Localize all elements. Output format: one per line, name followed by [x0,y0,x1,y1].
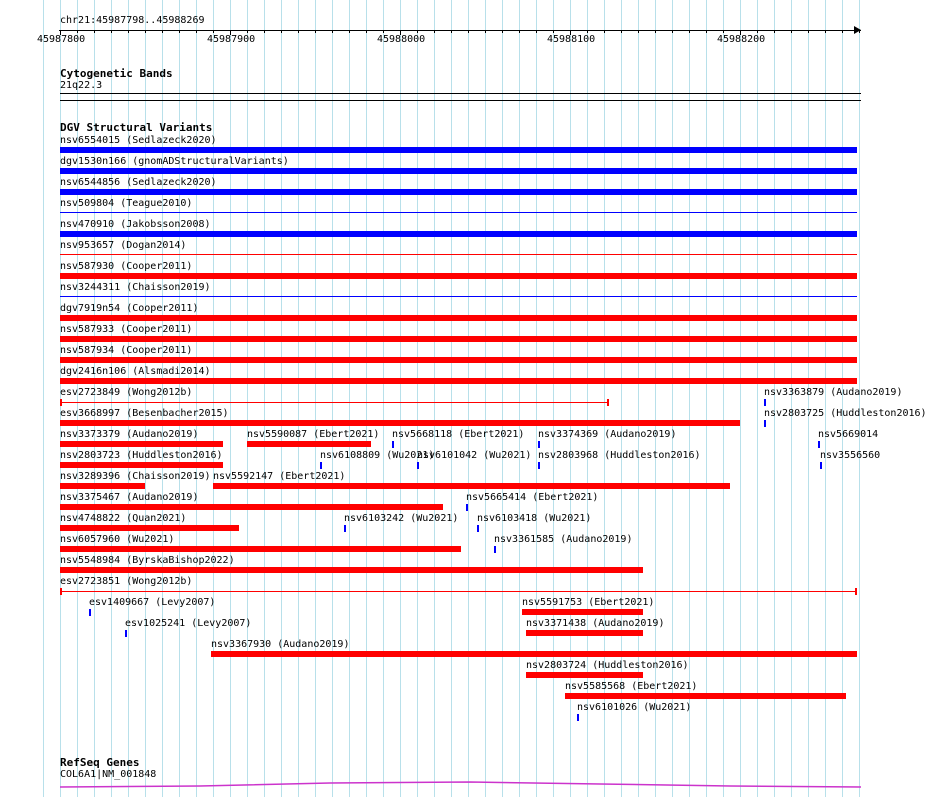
sv-feature-label[interactable]: nsv3367930 (Audano2019) [211,639,350,650]
ruler-minor-tick [485,30,486,33]
sv-feature-label[interactable]: nsv3361585 (Audano2019) [494,534,633,545]
sv-feature-label[interactable]: esv1025241 (Levy2007) [125,618,252,629]
sv-feature-bar[interactable] [522,609,643,615]
sv-feature-label[interactable]: nsv3373379 (Audano2019) [60,429,199,440]
sv-feature-bar[interactable] [60,357,857,363]
grid-line [315,0,316,797]
ruler-minor-tick [791,30,792,33]
sv-feature-label[interactable]: nsv4748822 (Quan2021) [60,513,187,524]
sv-feature-bar[interactable] [60,378,857,384]
sv-feature-bar[interactable] [526,630,643,636]
cytoband-label: 21q22.3 [60,80,103,91]
ruler-minor-tick [196,30,197,33]
grid-line [774,0,775,797]
sv-feature-span[interactable] [60,402,609,403]
sv-feature-bar[interactable] [60,546,461,552]
sv-feature-line[interactable] [60,254,857,255]
sv-feature-tick[interactable] [344,525,346,532]
grid-line [451,0,452,797]
grid-line [434,0,435,797]
ruler-minor-tick [587,30,588,33]
grid-line [94,0,95,797]
ruler-minor-tick [247,30,248,33]
ruler-minor-tick [621,30,622,33]
sv-feature-tick[interactable] [125,630,127,637]
grid-line [179,0,180,797]
sv-feature-tick[interactable] [538,441,540,448]
sv-feature-label[interactable]: nsv470910 (Jakobsson2008) [60,219,211,230]
sv-feature-label[interactable]: nsv2803968 (Huddleston2016) [538,450,701,461]
sv-feature-label[interactable]: nsv2803723 (Huddleston2016) [60,450,223,461]
grid-line [298,0,299,797]
sv-feature-tick[interactable] [538,462,540,469]
sv-feature-span[interactable] [60,591,857,592]
grid-line [859,0,860,797]
sv-feature-label[interactable]: nsv3371438 (Audano2019) [526,618,665,629]
grid-line [77,0,78,797]
grid-line [196,0,197,797]
grid-line [264,0,265,797]
sv-feature-line[interactable] [60,296,857,297]
sv-feature-tick[interactable] [320,462,322,469]
sv-feature-bar[interactable] [60,567,643,573]
sv-feature-bar[interactable] [60,147,857,153]
location-label: chr21:45987798..45988269 [60,15,205,26]
ruler-minor-tick [349,30,350,33]
sv-feature-label[interactable]: nsv6544856 (Sedlazeck2020) [60,177,217,188]
sv-feature-label[interactable]: nsv3289396 (Chaisson2019) [60,471,211,482]
ruler-minor-tick [604,30,605,33]
sv-feature-label[interactable]: nsv2803725 (Huddleston2016) [764,408,927,419]
ruler-minor-tick [417,30,418,33]
sv-feature-tick[interactable] [764,399,766,406]
sv-feature-label[interactable]: nsv2803724 (Huddleston2016) [526,660,689,671]
ruler-minor-tick [451,30,452,33]
ruler-minor-tick [145,30,146,33]
ruler-minor-tick [502,30,503,33]
sv-feature-label[interactable]: nsv953657 (Dogan2014) [60,240,187,251]
ruler-minor-tick [706,30,707,33]
ruler-label: 45988100 [547,34,596,45]
ruler-minor-tick [808,30,809,33]
cytoband-bar-bottom[interactable] [60,100,861,101]
sv-feature-label[interactable]: nsv509804 (Teague2010) [60,198,193,209]
cytoband-track-title: Cytogenetic Bands [60,67,173,80]
gene-label: COL6A1|NM_001848 [60,769,157,780]
ruler-minor-tick [366,30,367,33]
sv-feature-label[interactable]: nsv6103242 (Wu2021) [344,513,459,524]
grid-line [672,0,673,797]
sv-feature-bar[interactable] [60,504,443,510]
ruler-minor-tick [383,30,384,33]
grid-line [162,0,163,797]
ruler-label: 45987900 [207,34,256,45]
sv-feature-bar[interactable] [60,525,239,531]
sv-feature-label[interactable]: nsv3374369 (Audano2019) [538,429,677,440]
sv-feature-label[interactable]: nsv3363879 (Audano2019) [764,387,903,398]
grid-line [689,0,690,797]
grid-line [332,0,333,797]
grid-line [655,0,656,797]
ruler-minor-tick [774,30,775,33]
sv-feature-bar[interactable] [60,315,857,321]
sv-feature-label[interactable]: nsv5591753 (Ebert2021) [522,597,655,608]
sv-feature-label[interactable]: nsv5585568 (Ebert2021) [565,681,698,692]
ruler-minor-tick [264,30,265,33]
sv-feature-bar[interactable] [60,420,740,426]
ruler-minor-tick [638,30,639,33]
sv-feature-tick[interactable] [764,420,766,427]
grid-line [842,0,843,797]
sv-feature-bar[interactable] [60,336,857,342]
grid-line [808,0,809,797]
sv-feature-label[interactable]: esv3668997 (Besenbacher2015) [60,408,229,419]
grid-line [417,0,418,797]
ruler-minor-tick [842,30,843,33]
ruler-minor-tick [723,30,724,33]
ruler-minor-tick [553,30,554,33]
sv-feature-tick[interactable] [818,441,820,448]
sv-feature-bar[interactable] [60,189,857,195]
sv-feature-bar[interactable] [60,273,857,279]
ruler-minor-tick [825,30,826,33]
grid-line [366,0,367,797]
sv-feature-bar[interactable] [565,693,846,699]
grid-line [825,0,826,797]
grid-line [400,0,401,797]
grid-line [502,0,503,797]
sv-feature-label[interactable]: esv2723849 (Wong2012b) [60,387,193,398]
grid-line [723,0,724,797]
gene-model[interactable] [0,776,890,796]
grid-line [757,0,758,797]
grid-line [485,0,486,797]
sv-feature-bar[interactable] [213,483,730,489]
sv-feature-label[interactable]: nsv587933 (Cooper2011) [60,324,193,335]
sv-feature-label[interactable]: nsv6101042 (Wu2021) [417,450,532,461]
sv-feature-label[interactable]: nsv5665414 (Ebert2021) [466,492,599,503]
grid-line [230,0,231,797]
grid-line [468,0,469,797]
sv-feature-tick[interactable] [577,714,579,721]
sv-feature-label[interactable]: dgv7919n54 (Cooper2011) [60,303,199,314]
sv-feature-bar[interactable] [60,231,857,237]
sv-feature-tick[interactable] [820,462,822,469]
ruler-minor-tick [77,30,78,33]
sv-feature-label[interactable]: nsv5668118 (Ebert2021) [392,429,525,440]
refseq-track-title: RefSeq Genes [60,756,140,769]
sv-feature-tick[interactable] [417,462,419,469]
grid-line [791,0,792,797]
ruler-minor-tick [94,30,95,33]
sv-feature-line[interactable] [60,212,857,213]
sv-feature-tick[interactable] [477,525,479,532]
sv-feature-label[interactable]: nsv5548984 (ByrskaBishop2022) [60,555,235,566]
ruler-minor-tick [298,30,299,33]
ruler-minor-tick [519,30,520,33]
sv-feature-label[interactable]: esv1409667 (Levy2007) [89,597,216,608]
sv-feature-tick[interactable] [89,609,91,616]
ruler-label: 45988000 [377,34,426,45]
ruler-minor-tick [315,30,316,33]
ruler-minor-tick [128,30,129,33]
ruler-label: 45987800 [37,34,86,45]
grid-line [706,0,707,797]
sv-feature-label[interactable]: dgv1530n166 (gnomADStructuralVariants) [60,156,289,167]
ruler-minor-tick [536,30,537,33]
sv-feature-label[interactable]: nsv587934 (Cooper2011) [60,345,193,356]
grid-line [247,0,248,797]
grid-line [128,0,129,797]
ruler-minor-tick [655,30,656,33]
grid-line [213,0,214,797]
grid-line [111,0,112,797]
cytoband-bar-top[interactable] [60,93,861,94]
grid-line [349,0,350,797]
sv-feature-label[interactable]: nsv3375467 (Audano2019) [60,492,199,503]
ruler-minor-tick [689,30,690,33]
sv-feature-label[interactable]: nsv6554015 (Sedlazeck2020) [60,135,217,146]
ruler-minor-tick [672,30,673,33]
sv-feature-label[interactable]: nsv6057960 (Wu2021) [60,534,175,545]
ruler-minor-tick [179,30,180,33]
sv-feature-label[interactable]: nsv5592147 (Ebert2021) [213,471,346,482]
sv-feature-label[interactable]: nsv6103418 (Wu2021) [477,513,592,524]
dgv-track-title: DGV Structural Variants [60,121,213,134]
sv-feature-bar[interactable] [526,672,643,678]
ruler-minor-tick [162,30,163,33]
grid-line [383,0,384,797]
sv-feature-label[interactable]: nsv6108809 (Wu2021) [320,450,435,461]
ruler-label: 45988200 [717,34,766,45]
sv-feature-label[interactable]: nsv5669014 [818,429,879,440]
sv-feature-bar[interactable] [247,441,371,447]
sv-feature-tick[interactable] [466,504,468,511]
sv-feature-label[interactable]: esv2723851 (Wong2012b) [60,576,193,587]
ruler-minor-tick [281,30,282,33]
grid-line [740,0,741,797]
sv-feature-label[interactable]: nsv5590087 (Ebert2021) [247,429,380,440]
ruler-minor-tick [468,30,469,33]
sv-feature-tick[interactable] [494,546,496,553]
sv-feature-tick[interactable] [392,441,394,448]
sv-feature-bar[interactable] [60,483,145,489]
ruler-minor-tick [757,30,758,33]
ruler-minor-tick [434,30,435,33]
sv-feature-bar[interactable] [60,441,223,447]
grid-line [281,0,282,797]
grid-line [43,0,44,797]
sv-feature-bar[interactable] [60,168,857,174]
ruler-minor-tick [859,30,860,33]
sv-feature-label[interactable]: dgv2416n106 (Alsmadi2014) [60,366,211,377]
grid-line [145,0,146,797]
ruler-minor-tick [332,30,333,33]
ruler-minor-tick [213,30,214,33]
grid-line [519,0,520,797]
sv-feature-label[interactable]: nsv6101026 (Wu2021) [577,702,692,713]
sv-feature-bar[interactable] [211,651,857,657]
sv-feature-label[interactable]: nsv587930 (Cooper2011) [60,261,193,272]
sv-feature-label[interactable]: nsv3244311 (Chaisson2019) [60,282,211,293]
ruler-minor-tick [111,30,112,33]
sv-feature-bar[interactable] [60,462,223,468]
sv-feature-label[interactable]: nsv3556560 [820,450,881,461]
